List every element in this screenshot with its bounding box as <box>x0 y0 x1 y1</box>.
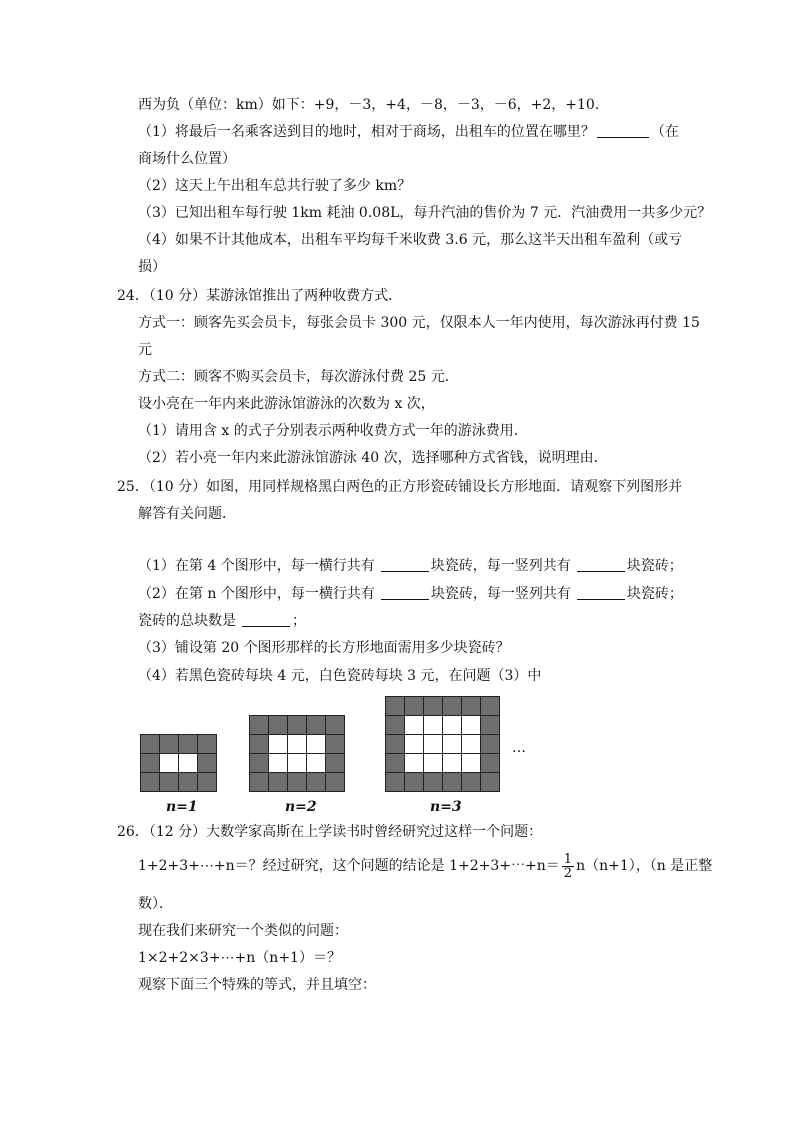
fraction <box>562 853 574 880</box>
white-tile <box>424 754 443 773</box>
answer-blank[interactable] <box>242 612 290 627</box>
black-tile <box>141 773 160 792</box>
white-tile <box>405 754 424 773</box>
question-part-2: （2）若小亮一年内来此游泳馆游泳 40 次，选择哪种方式省钱，说明理由． <box>138 450 608 466</box>
text-line: 方式二：顾客不购买会员卡，每次游泳付费 25 元． <box>138 369 459 385</box>
black-tile <box>326 716 345 735</box>
white-tile <box>462 716 481 735</box>
black-tile <box>481 735 500 754</box>
black-tile <box>288 773 307 792</box>
text-line <box>138 611 306 631</box>
black-tile <box>179 773 198 792</box>
black-tile <box>307 773 326 792</box>
white-tile <box>405 735 424 754</box>
figure-label-n3: n=3 <box>430 799 462 815</box>
black-tile <box>481 716 500 735</box>
white-tile <box>443 735 462 754</box>
black-tile <box>386 754 405 773</box>
black-tile <box>443 697 462 716</box>
text-line: 设小亮在一年内来此游泳馆游泳的次数为 x 次， <box>138 396 435 412</box>
question-part-3: （3）铺设第 20 个图形那样的长方形地面需用多少块瓷砖？ <box>138 640 510 656</box>
question-part-1 <box>138 122 679 142</box>
black-tile <box>424 697 443 716</box>
text: 块瓷砖，每一竖列共有 <box>430 558 571 574</box>
white-tile <box>307 754 326 773</box>
black-tile <box>198 735 217 754</box>
black-tile <box>250 735 269 754</box>
white-tile <box>424 735 443 754</box>
black-tile <box>443 773 462 792</box>
black-tile <box>307 716 326 735</box>
text: 块瓷砖； <box>626 558 683 574</box>
white-tile <box>405 716 424 735</box>
text: n（n+1），（n 是正整 <box>576 858 713 874</box>
text: 块瓷砖； <box>626 586 683 602</box>
question-part-4: （4）若黑色瓷砖每块 4 元，白色瓷砖每块 3 元，在问题（3）中 <box>138 668 542 684</box>
text-line: 数）． <box>138 896 173 912</box>
text: 1+2+3+⋯+n＝？经过研究，这个问题的结论是 1+2+3+⋯+n＝ <box>138 858 560 874</box>
white-tile <box>462 735 481 754</box>
black-tile <box>141 754 160 773</box>
black-tile <box>386 773 405 792</box>
black-tile <box>269 716 288 735</box>
text: （1）在第 4 个图形中，每一横行共有 <box>138 558 375 574</box>
white-tile <box>269 735 288 754</box>
text-line: 元 <box>138 342 152 358</box>
black-tile <box>269 773 288 792</box>
text-line: 现在我们来研究一个类似的问题： <box>138 923 348 939</box>
question-part-2: （2）这天上午出租车总共行驶了多少 km？ <box>138 178 412 194</box>
black-tile <box>386 716 405 735</box>
white-tile <box>269 754 288 773</box>
figure-label-n2: n=2 <box>285 799 317 815</box>
black-tile <box>160 773 179 792</box>
white-tile <box>424 716 443 735</box>
question-part-1 <box>138 556 683 576</box>
text: 瓷砖的总块数是 <box>138 613 236 629</box>
black-tile <box>250 716 269 735</box>
black-tile <box>481 697 500 716</box>
tile-grid-n1 <box>140 734 217 792</box>
answer-blank[interactable] <box>577 557 625 572</box>
black-tile <box>141 735 160 754</box>
question-25-title: 25．（10 分）如图，用同样规格黑白两色的正方形瓷砖铺设长方形地面．请观察下列图形并 <box>117 479 683 495</box>
white-tile <box>160 754 179 773</box>
tile-grid-n3 <box>385 696 500 792</box>
black-tile <box>481 773 500 792</box>
text-line: 方式一：顾客先买会员卡，每张会员卡 300 元，仅限本人一年内使用，每次游泳再付费 15 <box>138 315 700 331</box>
text-line: 1×2+2×3+⋯+n（n+1）＝？ <box>138 950 341 966</box>
black-tile <box>198 754 217 773</box>
question-part-2 <box>138 584 683 604</box>
ellipsis: … <box>512 740 526 756</box>
text-line: 商场什么位置） <box>138 151 236 167</box>
answer-blank[interactable] <box>381 585 429 600</box>
text-line: 解答有关问题． <box>138 506 236 522</box>
text-line <box>138 852 712 880</box>
text-line: 损） <box>138 259 166 275</box>
white-tile <box>288 754 307 773</box>
question-26-title: 26．（12 分）大数学家高斯在上学读书时曾经研究过这样一个问题： <box>117 824 543 840</box>
fraction-denominator: 2 <box>563 865 573 881</box>
text: ； <box>292 613 306 629</box>
tile-grid-n2 <box>249 715 345 792</box>
black-tile <box>160 735 179 754</box>
answer-blank[interactable] <box>597 123 649 138</box>
text: （1）将最后一名乘客送到目的地时，相对于商场，出租车的位置在哪里？ <box>138 124 595 140</box>
black-tile <box>481 754 500 773</box>
black-tile <box>462 773 481 792</box>
black-tile <box>326 754 345 773</box>
white-tile <box>288 735 307 754</box>
answer-blank[interactable] <box>577 585 625 600</box>
black-tile <box>326 773 345 792</box>
black-tile <box>326 735 345 754</box>
black-tile <box>386 697 405 716</box>
black-tile <box>424 773 443 792</box>
question-part-1: （1）请用含 x 的式子分别表示两种收费方式一年的游泳费用． <box>138 423 528 439</box>
white-tile <box>179 754 198 773</box>
black-tile <box>250 773 269 792</box>
text-line: 西为负（单位：km）如下：+9，－3，+4，－8，－3，－6，+2，+10． <box>138 97 609 113</box>
black-tile <box>462 697 481 716</box>
black-tile <box>179 735 198 754</box>
black-tile <box>405 697 424 716</box>
black-tile <box>250 754 269 773</box>
text: （2）在第 n 个图形中，每一横行共有 <box>138 586 375 602</box>
fraction-numerator: 1 <box>563 851 573 867</box>
text: 块瓷砖，每一竖列共有 <box>430 586 571 602</box>
question-part-4: （4）如果不计其他成本，出租车平均每千米收费 3.6 元，那么这半天出租车盈利（或亏 <box>138 232 683 248</box>
white-tile <box>307 735 326 754</box>
question-part-3: （3）已知出租车每行驶 1km 耗油 0.08L，每升汽油的售价为 7 元．汽油费用一共多少元？ <box>138 205 712 221</box>
question-24-title: 24．（10 分）某游泳馆推出了两种收费方式． <box>117 288 403 304</box>
white-tile <box>462 754 481 773</box>
text: （在 <box>650 124 679 140</box>
answer-blank[interactable] <box>381 557 429 572</box>
black-tile <box>198 773 217 792</box>
black-tile <box>288 716 307 735</box>
black-tile <box>386 735 405 754</box>
white-tile <box>443 754 462 773</box>
white-tile <box>443 716 462 735</box>
text-line: 观察下面三个特殊的等式，并且填空： <box>138 977 376 993</box>
figure-label-n1: n=1 <box>166 799 198 815</box>
black-tile <box>405 773 424 792</box>
